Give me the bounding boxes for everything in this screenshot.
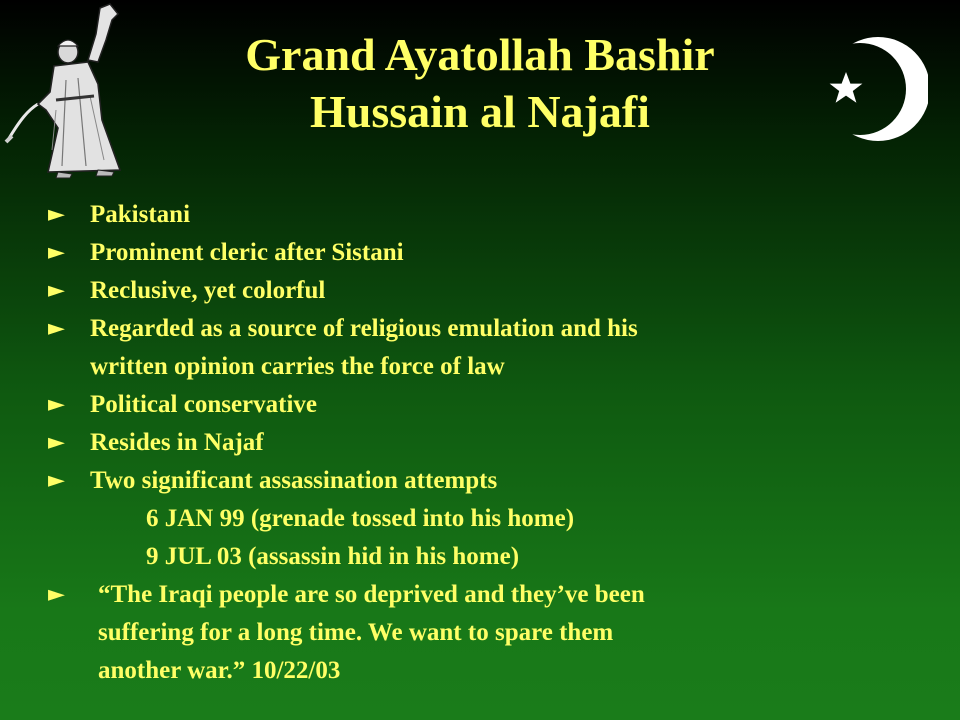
list-item <box>48 462 928 500</box>
list-item-continuation <box>48 348 928 386</box>
bullet-arrow-icon: ► <box>48 278 65 303</box>
bullet-arrow-icon: ► <box>48 316 65 341</box>
list-item <box>48 386 928 424</box>
sub-item-text: 9 JUL 03 (assassin hid in his home) <box>146 543 520 570</box>
bullet-arrow-icon: ► <box>48 468 65 493</box>
bullet-arrow-icon: ► <box>48 240 65 265</box>
list-item <box>48 576 928 614</box>
sub-list-item <box>48 500 928 538</box>
bullet-text: written opinion carries the force of law <box>90 353 505 380</box>
bullet-text: Political conservative <box>90 391 318 418</box>
bullet-text: Reclusive, yet colorful <box>90 277 326 304</box>
slide-title <box>140 26 820 140</box>
list-item-continuation <box>48 614 928 652</box>
bullet-text: Pakistani <box>90 201 191 228</box>
sub-list-item <box>48 538 928 576</box>
list-item <box>48 234 928 272</box>
list-item <box>48 424 928 462</box>
quote-text: another war.” 10/22/03 <box>98 657 341 684</box>
quote-text: “The Iraqi people are so deprived and they’ve been <box>98 581 645 608</box>
bullet-text: Regarded as a source of religious emulation and his <box>90 315 638 342</box>
bullet-arrow-icon: ► <box>48 392 65 417</box>
list-item-continuation <box>48 652 928 690</box>
bullet-text: Two significant assassination attempts <box>90 467 498 494</box>
bullet-arrow-icon: ► <box>48 430 65 455</box>
crescent-star-icon <box>808 34 928 144</box>
bullet-text: Prominent cleric after Sistani <box>90 239 404 266</box>
list-item <box>48 272 928 310</box>
title-line-1: Grand Ayatollah Bashir <box>245 29 715 80</box>
bullet-arrow-icon: ► <box>48 202 65 227</box>
warrior-figure-icon <box>0 0 160 180</box>
bullet-arrow-icon: ► <box>48 582 65 607</box>
bullet-text: Resides in Najaf <box>90 429 264 456</box>
sub-item-text: 6 JAN 99 (grenade tossed into his home) <box>146 505 575 532</box>
title-line-2: Hussain al Najafi <box>310 86 650 137</box>
quote-text: suffering for a long time. We want to spare them <box>98 619 614 646</box>
bullet-list <box>48 196 928 690</box>
list-item <box>48 310 928 348</box>
list-item <box>48 196 928 234</box>
